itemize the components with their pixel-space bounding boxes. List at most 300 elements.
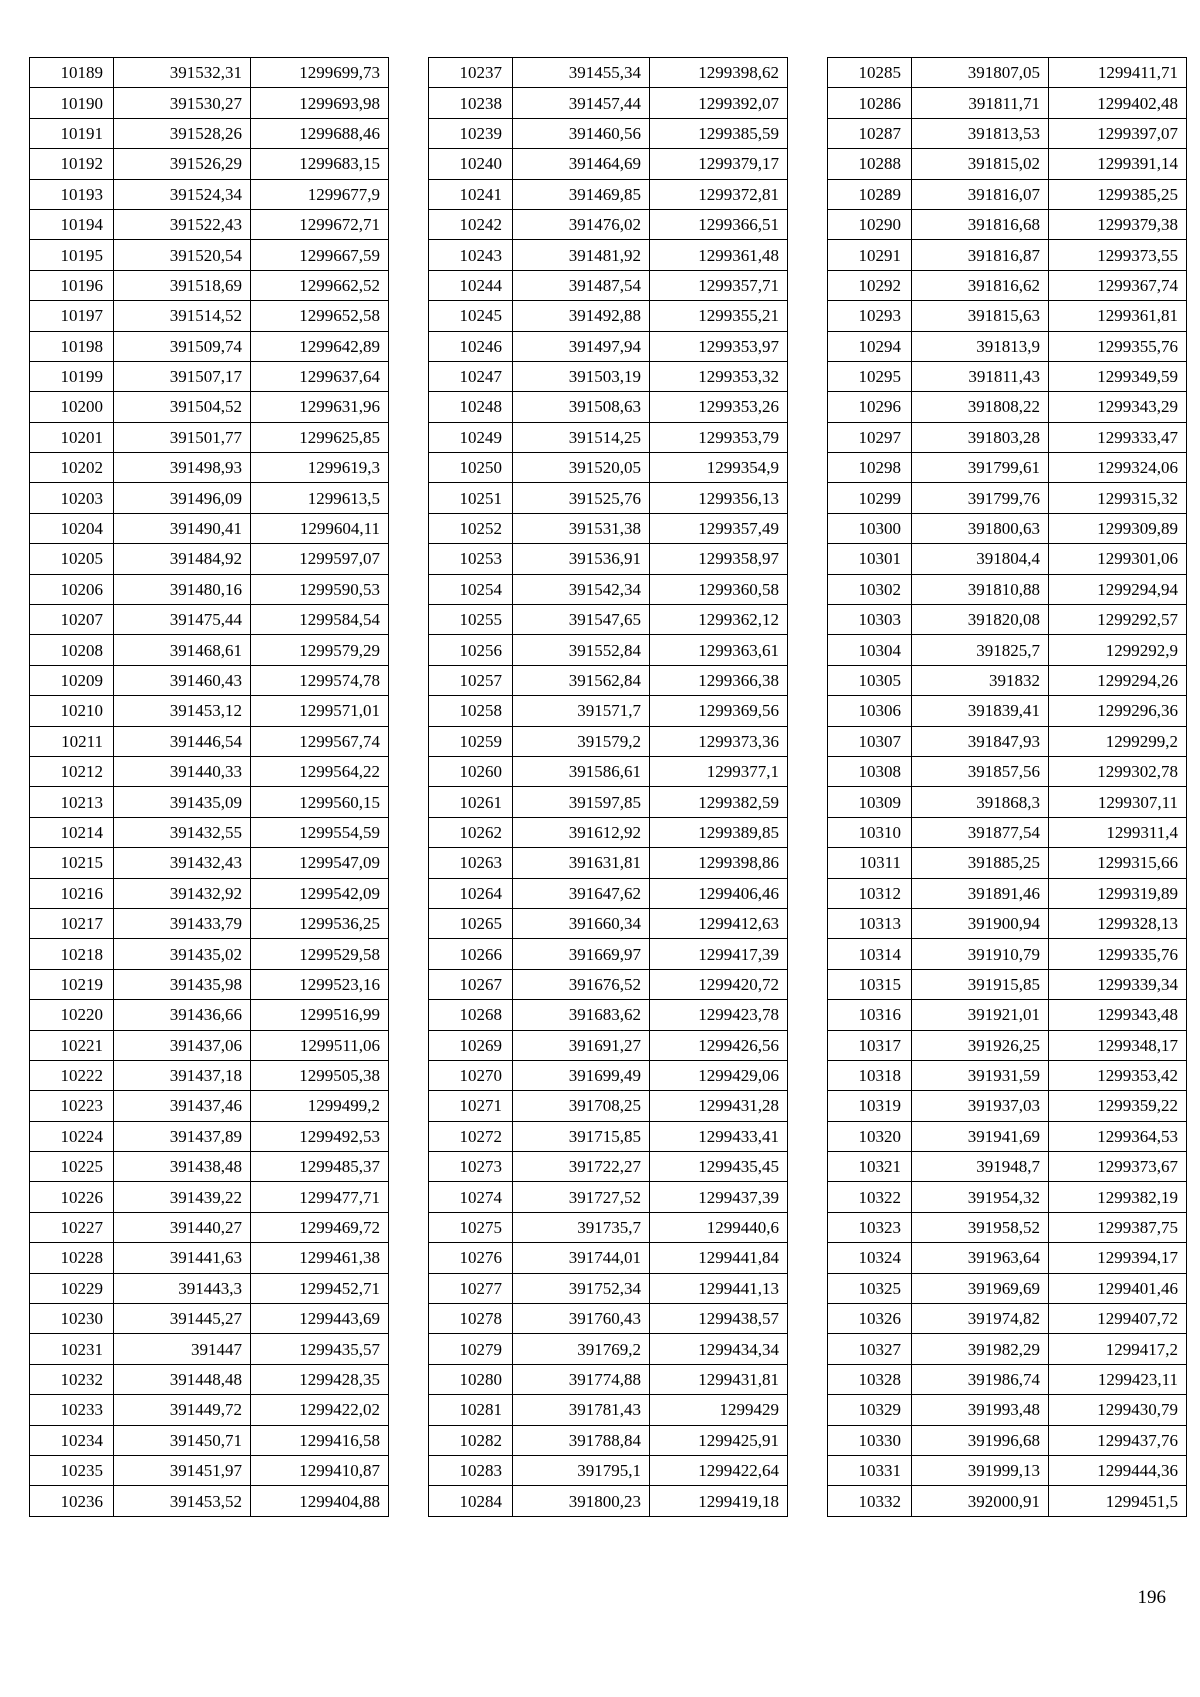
table-row	[30, 1060, 389, 1090]
table-row	[828, 270, 1187, 300]
y-coordinate-cell: 1299434,34	[650, 1334, 788, 1364]
point-number-cell: 10256	[429, 635, 513, 665]
y-coordinate-cell: 1299443,69	[251, 1304, 389, 1334]
point-number-cell: 10252	[429, 513, 513, 543]
point-number-cell: 10230	[30, 1304, 114, 1334]
x-coordinate-cell: 391436,66	[114, 1000, 251, 1030]
point-number-cell: 10248	[429, 392, 513, 422]
point-number-cell: 10305	[828, 665, 912, 695]
table-row	[828, 88, 1187, 118]
y-coordinate-cell: 1299353,42	[1049, 1060, 1187, 1090]
table-row	[429, 331, 788, 361]
point-number-cell: 10331	[828, 1455, 912, 1485]
x-coordinate-cell: 391514,25	[513, 422, 650, 452]
point-number-cell: 10251	[429, 483, 513, 513]
point-number-cell: 10242	[429, 209, 513, 239]
table-row	[30, 58, 389, 88]
coordinate-table-2	[428, 57, 788, 1517]
table-row	[828, 240, 1187, 270]
y-coordinate-cell: 1299499,2	[251, 1091, 389, 1121]
table-row	[429, 817, 788, 847]
point-number-cell: 10310	[828, 817, 912, 847]
x-coordinate-cell: 391449,72	[114, 1395, 251, 1425]
x-coordinate-cell: 391708,25	[513, 1091, 650, 1121]
table-row	[828, 635, 1187, 665]
x-coordinate-cell: 391435,98	[114, 969, 251, 999]
x-coordinate-cell: 391941,69	[912, 1121, 1049, 1151]
table-row	[429, 1243, 788, 1273]
table-row	[30, 301, 389, 331]
table-row	[429, 88, 788, 118]
point-number-cell: 10299	[828, 483, 912, 513]
point-number-cell: 10243	[429, 240, 513, 270]
y-coordinate-cell: 1299315,66	[1049, 848, 1187, 878]
y-coordinate-cell: 1299440,6	[650, 1212, 788, 1242]
point-number-cell: 10302	[828, 574, 912, 604]
x-coordinate-cell: 391520,05	[513, 453, 650, 483]
x-coordinate-cell: 391832	[912, 665, 1049, 695]
x-coordinate-cell: 391528,26	[114, 118, 251, 148]
table-row	[429, 270, 788, 300]
y-coordinate-cell: 1299637,64	[251, 361, 389, 391]
y-coordinate-cell: 1299423,11	[1049, 1364, 1187, 1394]
y-coordinate-cell: 1299328,13	[1049, 908, 1187, 938]
table-row	[828, 1212, 1187, 1242]
x-coordinate-cell: 391460,56	[513, 118, 650, 148]
point-number-cell: 10307	[828, 726, 912, 756]
point-number-cell: 10217	[30, 908, 114, 938]
point-number-cell: 10286	[828, 88, 912, 118]
y-coordinate-cell: 1299452,71	[251, 1273, 389, 1303]
table-row	[828, 544, 1187, 574]
table-row	[429, 1304, 788, 1334]
y-coordinate-cell: 1299301,06	[1049, 544, 1187, 574]
table-row	[828, 605, 1187, 635]
x-coordinate-cell: 391800,63	[912, 513, 1049, 543]
y-coordinate-cell: 1299359,22	[1049, 1091, 1187, 1121]
table-row	[30, 1182, 389, 1212]
table-row	[429, 422, 788, 452]
point-number-cell: 10234	[30, 1425, 114, 1455]
y-coordinate-cell: 1299444,36	[1049, 1455, 1187, 1485]
point-number-cell: 10232	[30, 1364, 114, 1394]
x-coordinate-cell: 391453,52	[114, 1486, 251, 1516]
table-row	[828, 1273, 1187, 1303]
table-row	[828, 969, 1187, 999]
point-number-cell: 10255	[429, 605, 513, 635]
point-number-cell: 10196	[30, 270, 114, 300]
y-coordinate-cell: 1299382,59	[650, 787, 788, 817]
x-coordinate-cell: 391807,05	[912, 58, 1049, 88]
table-row	[429, 1121, 788, 1151]
x-coordinate-cell: 391440,27	[114, 1212, 251, 1242]
table-row	[30, 1304, 389, 1334]
x-coordinate-cell: 391448,48	[114, 1364, 251, 1394]
point-number-cell: 10189	[30, 58, 114, 88]
point-number-cell: 10298	[828, 453, 912, 483]
table-row	[429, 1000, 788, 1030]
y-coordinate-cell: 1299353,79	[650, 422, 788, 452]
y-coordinate-cell: 1299315,32	[1049, 483, 1187, 513]
x-coordinate-cell: 391530,27	[114, 88, 251, 118]
point-number-cell: 10210	[30, 696, 114, 726]
table-row	[30, 118, 389, 148]
y-coordinate-cell: 1299604,11	[251, 513, 389, 543]
x-coordinate-cell: 391727,52	[513, 1182, 650, 1212]
point-number-cell: 10325	[828, 1273, 912, 1303]
y-coordinate-cell: 1299420,72	[650, 969, 788, 999]
point-number-cell: 10278	[429, 1304, 513, 1334]
x-coordinate-cell: 391437,46	[114, 1091, 251, 1121]
table-row	[429, 453, 788, 483]
table-row	[30, 878, 389, 908]
x-coordinate-cell: 391868,3	[912, 787, 1049, 817]
table-row	[828, 179, 1187, 209]
x-coordinate-cell: 391481,92	[513, 240, 650, 270]
y-coordinate-cell: 1299560,15	[251, 787, 389, 817]
x-coordinate-cell: 391507,17	[114, 361, 251, 391]
y-coordinate-cell: 1299625,85	[251, 422, 389, 452]
y-coordinate-cell: 1299343,48	[1049, 1000, 1187, 1030]
table-row	[828, 787, 1187, 817]
x-coordinate-cell: 391435,09	[114, 787, 251, 817]
x-coordinate-cell: 391504,52	[114, 392, 251, 422]
y-coordinate-cell: 1299391,14	[1049, 149, 1187, 179]
point-number-cell: 10285	[828, 58, 912, 88]
point-number-cell: 10206	[30, 574, 114, 604]
point-number-cell: 10247	[429, 361, 513, 391]
table-row	[30, 1364, 389, 1394]
point-number-cell: 10267	[429, 969, 513, 999]
table-row	[429, 118, 788, 148]
x-coordinate-cell: 391597,85	[513, 787, 650, 817]
table-row	[30, 88, 389, 118]
point-number-cell: 10297	[828, 422, 912, 452]
y-coordinate-cell: 1299361,81	[1049, 301, 1187, 331]
x-coordinate-cell: 391683,62	[513, 1000, 650, 1030]
point-number-cell: 10191	[30, 118, 114, 148]
point-number-cell: 10319	[828, 1091, 912, 1121]
x-coordinate-cell: 391760,43	[513, 1304, 650, 1334]
table-row	[828, 1000, 1187, 1030]
x-coordinate-cell: 391811,71	[912, 88, 1049, 118]
y-coordinate-cell: 1299369,56	[650, 696, 788, 726]
y-coordinate-cell: 1299311,4	[1049, 817, 1187, 847]
x-coordinate-cell: 391915,85	[912, 969, 1049, 999]
table-row	[429, 240, 788, 270]
x-coordinate-cell: 391441,63	[114, 1243, 251, 1273]
point-number-cell: 10238	[429, 88, 513, 118]
x-coordinate-cell: 391816,68	[912, 209, 1049, 239]
table-row	[30, 1091, 389, 1121]
y-coordinate-cell: 1299292,9	[1049, 635, 1187, 665]
x-coordinate-cell: 391450,71	[114, 1425, 251, 1455]
x-coordinate-cell: 391800,23	[513, 1486, 650, 1516]
y-coordinate-cell: 1299377,1	[650, 756, 788, 786]
y-coordinate-cell: 1299372,81	[650, 179, 788, 209]
point-number-cell: 10280	[429, 1364, 513, 1394]
y-coordinate-cell: 1299683,15	[251, 149, 389, 179]
y-coordinate-cell: 1299590,53	[251, 574, 389, 604]
table-row	[30, 969, 389, 999]
point-number-cell: 10209	[30, 665, 114, 695]
point-number-cell: 10228	[30, 1243, 114, 1273]
x-coordinate-cell: 391469,85	[513, 179, 650, 209]
y-coordinate-cell: 1299429,06	[650, 1060, 788, 1090]
point-number-cell: 10320	[828, 1121, 912, 1151]
point-number-cell: 10254	[429, 574, 513, 604]
table-row	[30, 665, 389, 695]
y-coordinate-cell: 1299672,71	[251, 209, 389, 239]
y-coordinate-cell: 1299529,58	[251, 939, 389, 969]
y-coordinate-cell: 1299426,56	[650, 1030, 788, 1060]
table-row	[30, 1486, 389, 1516]
y-coordinate-cell: 1299451,5	[1049, 1486, 1187, 1516]
y-coordinate-cell: 1299362,12	[650, 605, 788, 635]
y-coordinate-cell: 1299584,54	[251, 605, 389, 635]
table-row	[828, 118, 1187, 148]
table-row	[30, 1243, 389, 1273]
y-coordinate-cell: 1299335,76	[1049, 939, 1187, 969]
table-row	[429, 1273, 788, 1303]
y-coordinate-cell: 1299662,52	[251, 270, 389, 300]
point-number-cell: 10190	[30, 88, 114, 118]
table-row	[30, 1152, 389, 1182]
point-number-cell: 10321	[828, 1152, 912, 1182]
point-number-cell: 10192	[30, 149, 114, 179]
table-row	[30, 1030, 389, 1060]
point-number-cell: 10270	[429, 1060, 513, 1090]
point-number-cell: 10291	[828, 240, 912, 270]
point-number-cell: 10227	[30, 1212, 114, 1242]
x-coordinate-cell: 391435,02	[114, 939, 251, 969]
x-coordinate-cell: 391453,12	[114, 696, 251, 726]
point-number-cell: 10195	[30, 240, 114, 270]
table-row	[828, 1121, 1187, 1151]
table-row	[30, 544, 389, 574]
y-coordinate-cell: 1299353,26	[650, 392, 788, 422]
point-number-cell: 10236	[30, 1486, 114, 1516]
point-number-cell: 10237	[429, 58, 513, 88]
y-coordinate-cell: 1299382,19	[1049, 1182, 1187, 1212]
y-coordinate-cell: 1299469,72	[251, 1212, 389, 1242]
table-row	[429, 149, 788, 179]
table-row	[429, 1364, 788, 1394]
table-row	[429, 544, 788, 574]
x-coordinate-cell: 391996,68	[912, 1425, 1049, 1455]
y-coordinate-cell: 1299309,89	[1049, 513, 1187, 543]
y-coordinate-cell: 1299356,13	[650, 483, 788, 513]
y-coordinate-cell: 1299302,78	[1049, 756, 1187, 786]
table-row	[30, 908, 389, 938]
x-coordinate-cell: 391526,29	[114, 149, 251, 179]
y-coordinate-cell: 1299574,78	[251, 665, 389, 695]
table-row	[30, 939, 389, 969]
y-coordinate-cell: 1299652,58	[251, 301, 389, 331]
table-row	[828, 574, 1187, 604]
point-number-cell: 10260	[429, 756, 513, 786]
y-coordinate-cell: 1299688,46	[251, 118, 389, 148]
point-number-cell: 10240	[429, 149, 513, 179]
point-number-cell: 10306	[828, 696, 912, 726]
table-row	[30, 756, 389, 786]
y-coordinate-cell: 1299392,07	[650, 88, 788, 118]
table-row	[30, 209, 389, 239]
point-number-cell: 10219	[30, 969, 114, 999]
x-coordinate-cell: 391501,77	[114, 422, 251, 452]
point-number-cell: 10244	[429, 270, 513, 300]
x-coordinate-cell: 391735,7	[513, 1212, 650, 1242]
table-row	[429, 878, 788, 908]
y-coordinate-cell: 1299406,46	[650, 878, 788, 908]
y-coordinate-cell: 1299407,72	[1049, 1304, 1187, 1334]
x-coordinate-cell: 391524,34	[114, 179, 251, 209]
point-number-cell: 10229	[30, 1273, 114, 1303]
point-number-cell: 10226	[30, 1182, 114, 1212]
y-coordinate-cell: 1299349,59	[1049, 361, 1187, 391]
table-row	[429, 756, 788, 786]
x-coordinate-cell: 391460,43	[114, 665, 251, 695]
x-coordinate-cell: 391525,76	[513, 483, 650, 513]
y-coordinate-cell: 1299357,71	[650, 270, 788, 300]
x-coordinate-cell: 391432,92	[114, 878, 251, 908]
point-number-cell: 10205	[30, 544, 114, 574]
point-number-cell: 10290	[828, 209, 912, 239]
point-number-cell: 10208	[30, 635, 114, 665]
x-coordinate-cell: 391542,34	[513, 574, 650, 604]
point-number-cell: 10324	[828, 1243, 912, 1273]
point-number-cell: 10200	[30, 392, 114, 422]
y-coordinate-cell: 1299417,2	[1049, 1334, 1187, 1364]
y-coordinate-cell: 1299564,22	[251, 756, 389, 786]
table-row	[30, 240, 389, 270]
y-coordinate-cell: 1299401,46	[1049, 1273, 1187, 1303]
x-coordinate-cell: 391825,7	[912, 635, 1049, 665]
table-row	[828, 1091, 1187, 1121]
table-row	[30, 574, 389, 604]
x-coordinate-cell: 391562,84	[513, 665, 650, 695]
table-row	[30, 1334, 389, 1364]
y-coordinate-cell: 1299355,21	[650, 301, 788, 331]
x-coordinate-cell: 391752,34	[513, 1273, 650, 1303]
table-row	[828, 726, 1187, 756]
point-number-cell: 10311	[828, 848, 912, 878]
y-coordinate-cell: 1299485,37	[251, 1152, 389, 1182]
point-number-cell: 10222	[30, 1060, 114, 1090]
x-coordinate-cell: 391969,69	[912, 1273, 1049, 1303]
point-number-cell: 10193	[30, 179, 114, 209]
point-number-cell: 10273	[429, 1152, 513, 1182]
y-coordinate-cell: 1299398,86	[650, 848, 788, 878]
point-number-cell: 10322	[828, 1182, 912, 1212]
point-number-cell: 10295	[828, 361, 912, 391]
table-row	[429, 513, 788, 543]
x-coordinate-cell: 391910,79	[912, 939, 1049, 969]
point-number-cell: 10272	[429, 1121, 513, 1151]
x-coordinate-cell: 391669,97	[513, 939, 650, 969]
table-row	[828, 58, 1187, 88]
point-number-cell: 10197	[30, 301, 114, 331]
y-coordinate-cell: 1299435,45	[650, 1152, 788, 1182]
table-row	[30, 1121, 389, 1151]
point-number-cell: 10262	[429, 817, 513, 847]
point-number-cell: 10246	[429, 331, 513, 361]
x-coordinate-cell: 391811,43	[912, 361, 1049, 391]
point-number-cell: 10309	[828, 787, 912, 817]
point-number-cell: 10239	[429, 118, 513, 148]
point-number-cell: 10303	[828, 605, 912, 635]
coordinate-table-1	[29, 57, 389, 1517]
table-row	[828, 1425, 1187, 1455]
table-row	[30, 149, 389, 179]
x-coordinate-cell: 391857,56	[912, 756, 1049, 786]
x-coordinate-cell: 391498,93	[114, 453, 251, 483]
table-row	[429, 1212, 788, 1242]
y-coordinate-cell: 1299294,26	[1049, 665, 1187, 695]
table-row	[828, 361, 1187, 391]
table-row	[30, 1455, 389, 1485]
point-number-cell: 10202	[30, 453, 114, 483]
table-row	[828, 908, 1187, 938]
x-coordinate-cell: 391799,61	[912, 453, 1049, 483]
y-coordinate-cell: 1299360,58	[650, 574, 788, 604]
point-number-cell: 10235	[30, 1455, 114, 1485]
table-row	[828, 422, 1187, 452]
point-number-cell: 10263	[429, 848, 513, 878]
table-row	[30, 726, 389, 756]
x-coordinate-cell: 391437,18	[114, 1060, 251, 1090]
y-coordinate-cell: 1299357,49	[650, 513, 788, 543]
point-number-cell: 10316	[828, 1000, 912, 1030]
point-number-cell: 10329	[828, 1395, 912, 1425]
table-row	[30, 817, 389, 847]
x-coordinate-cell: 391440,33	[114, 756, 251, 786]
y-coordinate-cell: 1299385,25	[1049, 179, 1187, 209]
point-number-cell: 10203	[30, 483, 114, 513]
x-coordinate-cell: 391993,48	[912, 1395, 1049, 1425]
y-coordinate-cell: 1299477,71	[251, 1182, 389, 1212]
table-row	[30, 787, 389, 817]
table-row	[30, 1425, 389, 1455]
y-coordinate-cell: 1299417,39	[650, 939, 788, 969]
y-coordinate-cell: 1299361,48	[650, 240, 788, 270]
point-number-cell: 10274	[429, 1182, 513, 1212]
point-number-cell: 10224	[30, 1121, 114, 1151]
table-row	[828, 1152, 1187, 1182]
point-number-cell: 10332	[828, 1486, 912, 1516]
x-coordinate-cell: 391446,54	[114, 726, 251, 756]
table-row	[828, 1030, 1187, 1060]
x-coordinate-cell: 391432,55	[114, 817, 251, 847]
x-coordinate-cell: 391484,92	[114, 544, 251, 574]
y-coordinate-cell: 1299425,91	[650, 1425, 788, 1455]
y-coordinate-cell: 1299441,13	[650, 1273, 788, 1303]
table-row	[429, 574, 788, 604]
y-coordinate-cell: 1299366,51	[650, 209, 788, 239]
x-coordinate-cell: 391715,85	[513, 1121, 650, 1151]
x-coordinate-cell: 391660,34	[513, 908, 650, 938]
table-row	[429, 787, 788, 817]
table-row	[30, 179, 389, 209]
x-coordinate-cell: 391445,27	[114, 1304, 251, 1334]
table-row	[429, 179, 788, 209]
point-number-cell: 10250	[429, 453, 513, 483]
x-coordinate-cell: 391433,79	[114, 908, 251, 938]
x-coordinate-cell: 391926,25	[912, 1030, 1049, 1060]
x-coordinate-cell: 391547,65	[513, 605, 650, 635]
x-coordinate-cell: 391810,88	[912, 574, 1049, 604]
y-coordinate-cell: 1299419,18	[650, 1486, 788, 1516]
